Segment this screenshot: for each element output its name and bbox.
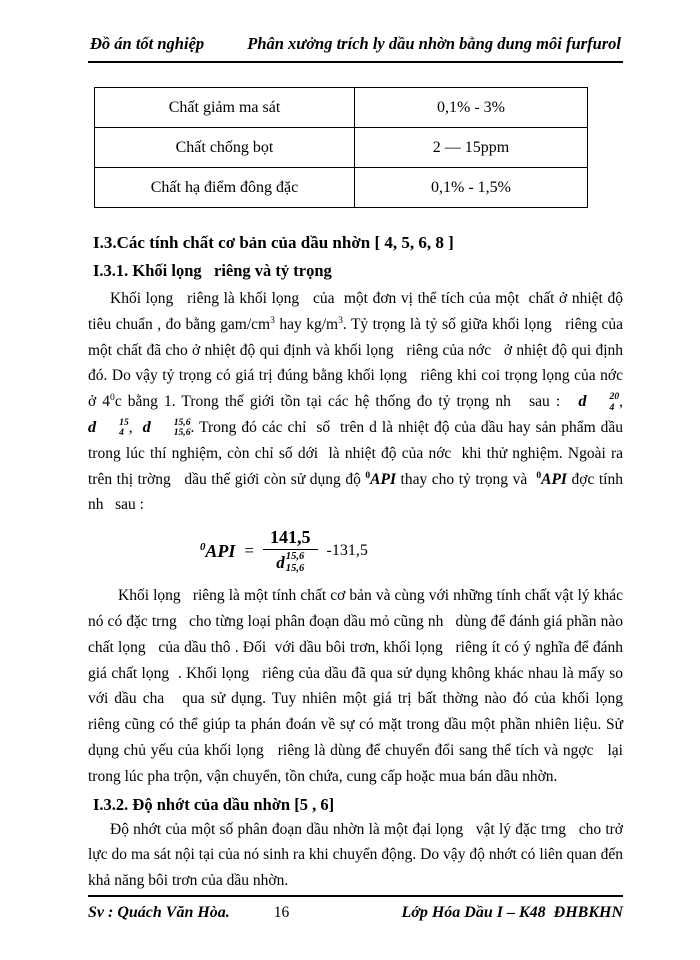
table-row <box>95 88 588 128</box>
footer <box>88 895 623 922</box>
footer-divider <box>88 895 623 897</box>
subsection-heading-1: I.3.1. Khối lọng riêng và tỷ trọng <box>93 261 332 280</box>
api-formula <box>200 525 623 577</box>
table-cell-value: 0,1% - 1,5% <box>355 168 588 208</box>
formula-numerator: 141,5 <box>263 527 318 550</box>
paragraph-density-intro: Khối lọng riêng là khối lọng của một đơn vị thể tích của một chất ở nhiệt độ tiêu chuẩn , đo bằng gam/$cm^3$ hay $kg/m^3$. Tỷ trọng là tỷ số giữa khối lọng riêng của một chất đã cho ở nhiệt độ qui định và khối lọng riêng của nớc ở nhiệt độ qui định đó. Do vậy tỷ trọng có giá trị đúng bằng khối lọng riêng khi coi trọng lọng của nớc ở $4^0c$ bằng 1. Trong thế giới tồn tại các hệ thống đo tỷ trọng nh sau : d 20 4 , d 15 4 , d 15,6 15,6 . Trong đó các chỉ số trên d là nhiệt độ của dầu hay sản phẩm dầu trong lúc thí nghiệm, còn chỉ số dới là nhiệt độ của nớc khi thử nghiệm. Ngoài ra trên thị trờng dầu thế giới còn sử dụng độ $^0$API thay cho tỷ trọng và $^0$API đợc tính nh sau : <box>88 290 635 514</box>
subsection-heading-2: I.3.2. Độ nhớt của dầu nhờn [5 , 6] <box>93 794 335 814</box>
table-cell-label: Chất giảm ma sát <box>95 88 355 128</box>
header <box>88 34 623 54</box>
footer-row <box>88 904 623 922</box>
table-cell-value: 0,1% - 3% <box>355 88 588 128</box>
table-row <box>95 128 588 168</box>
formula-den-sub: 15,6 <box>285 563 305 575</box>
formula-den-sup: 15,6 <box>285 551 305 563</box>
section-heading: I.3.Các tính chất cơ bản của dầu nhờn [ 4, 5, 6, 8 ] <box>93 233 454 252</box>
paragraph-viscosity: Độ nhớt của một số phân đoạn dầu nhờn là một đại lọng vật lý đặc trng cho trở lực do ma sát nội tại của nó sinh ra khi chuyển động. Do vậy độ nhớt có liên quan đến khả năng bôi trơn của dầu nhờn. <box>88 820 627 890</box>
table-row <box>95 168 588 208</box>
table-cell-value: 2 — 15ppm <box>355 128 588 168</box>
formula-equals: = <box>244 541 255 561</box>
formula-lhs <box>200 541 235 562</box>
additives-table <box>94 87 588 208</box>
footer-page-number: 16 <box>273 904 290 921</box>
table-cell-label: Chất chống bọt <box>95 128 355 168</box>
footer-author: Sv : Quách Văn Hòa. <box>88 904 230 921</box>
header-divider <box>88 61 623 63</box>
paragraph-density-usage: Khối lọng riêng là một tính chất cơ bản và cùng với những tính chất vật lý khác nó có đặc trng cho từng loại phân đoạn dầu mỏ cũng nh dùng để đánh giá phần nào chất lọng của dầu thô . Đối với dầu bôi trơn, khối lọng riêng ít có ý nghĩa để đánh giá chất lọng . Khối lọng riêng của dầu đã qua sử dụng không khác nhau là mấy so với dầu cha qua sử dụng. Tuy nhiên một giá trị bất thờng nào đó của khối lọng riêng cũng có thể giúp ta phán đoán về sự có mặt trong dầu một phần nhiên liệu. Sử dụng chủ yếu của khối lọng riêng là dùng để chuyển đổi sang thể tích và ngợc lại trong lúc pha trộn, vận chuyển, tồn chứa, cung cấp hoặc mua bán dầu nhờn. <box>88 587 635 785</box>
header-left-text: Đồ án tốt nghiệp <box>90 34 205 53</box>
table-cell-label: Chất hạ điểm đông đặc <box>95 168 355 208</box>
formula-tail: -131,5 <box>326 542 368 560</box>
formula-den-base: d <box>276 553 285 573</box>
footer-class: Lớp Hóa Dầu I – K48 ĐHBKHN <box>401 904 623 921</box>
header-title: Phân xưởng trích ly dầu nhờn bằng dung môi furfurol <box>247 34 621 53</box>
formula-fraction <box>263 527 318 575</box>
formula-lhs-base: API <box>205 540 236 561</box>
formula-den-scripts <box>286 551 304 575</box>
formula-denominator <box>276 550 304 575</box>
formula-lhs-sup: 0 <box>200 540 206 553</box>
